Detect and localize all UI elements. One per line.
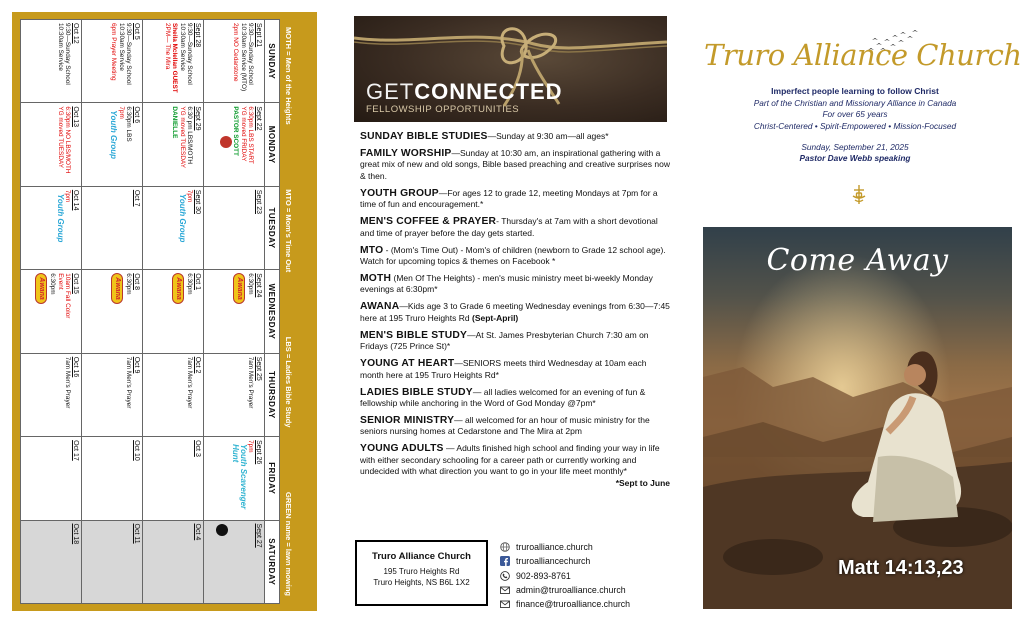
- calendar-table: [20, 19, 280, 604]
- cell-event: 9:30—Sunday School: [125, 23, 133, 85]
- cell-event: Event: [56, 273, 64, 290]
- cell-event: 7am Men's Prayer: [186, 356, 194, 409]
- cell-date: Oct 13: [72, 106, 79, 128]
- ministry-item: [360, 245, 670, 268]
- calendar-cell: [21, 270, 82, 353]
- banner-title: [366, 79, 563, 105]
- cell-date: Sept 22: [255, 106, 262, 131]
- calendar-cell: [204, 437, 265, 520]
- ministry-text: —Sunday at 9:30 am—all ages*: [487, 131, 609, 141]
- banner-connected: CONNECTED: [414, 79, 563, 104]
- calendar-week: [204, 20, 265, 604]
- cell-date: Oct 2: [194, 356, 201, 374]
- cell-event: 7pm: [117, 106, 125, 119]
- ministry-text: - Thursday's at 7am with a short devotional and time of prayer before the day gets started.: [360, 216, 658, 238]
- cell-date: Sept 25: [255, 356, 262, 381]
- contact-text: 902-893-8761: [516, 570, 571, 581]
- ministry-text: (Men Of The Heights) - men's music ministry meet bi-weekly Monday evenings at 6:30pm*: [360, 273, 653, 295]
- cell-event: 7pm: [186, 189, 194, 203]
- cell-date: Oct 7: [133, 189, 140, 207]
- church-values: Christ-Centered • Spirit-Empowered • Mission-Focused: [753, 120, 957, 131]
- contact-text: truroalliancechurch: [516, 556, 591, 567]
- calendar-cell: [21, 186, 82, 269]
- ministry-title: YOUTH GROUP: [360, 187, 439, 199]
- contact-facebook[interactable]: [500, 554, 680, 568]
- ministry-bold-tail: (Sept-April): [471, 312, 519, 323]
- cell-event: 6:30pm LBS START: [247, 106, 255, 164]
- contact-finance-email[interactable]: [500, 597, 680, 611]
- calendar-cell: [204, 270, 265, 353]
- legend-lbs: LBS = Ladies Bible Study: [284, 336, 294, 428]
- contact-admin-email[interactable]: [500, 583, 680, 597]
- calendar-cell: [143, 520, 204, 603]
- cell-event: 10:30am Service (MTO): [239, 23, 247, 92]
- phone-icon: [500, 571, 510, 581]
- email-icon: [500, 599, 510, 609]
- calendar-cell: [143, 270, 204, 353]
- apple-icon: [220, 136, 232, 148]
- cell-date: Oct 15: [72, 273, 79, 294]
- youth-group-logo: Youth Group: [177, 193, 187, 243]
- day-thursday: THURSDAY: [265, 353, 280, 436]
- facebook-icon: [500, 556, 510, 566]
- cell-event: 9:30—Sunday School: [186, 23, 194, 85]
- calendar-rotated: [21, 19, 298, 604]
- calendar-cell: [143, 353, 204, 436]
- cover-verse: Matt 14:13,23: [838, 557, 964, 579]
- address-line1: 195 Truro Heights Rd: [383, 567, 460, 576]
- calendar-header-row: [265, 20, 280, 604]
- ministry-text: - (Mom's Time Out) - Mom's of children (newborn to Grade 12 school age). Watch for upcoming topics & themes on Facebook *: [360, 244, 666, 267]
- ministry-item: [360, 301, 670, 324]
- ministry-item: [360, 443, 670, 489]
- cell-event: YG moved FRIDAY: [239, 106, 247, 162]
- calendar-cell: [82, 20, 143, 103]
- cell-event: 6:30 pm LBS/MOTH: [186, 106, 194, 164]
- calendar-cell: [21, 353, 82, 436]
- youth-group-logo: Youth Group: [55, 193, 65, 243]
- ministry-title: SENIOR MINISTRY: [360, 415, 455, 427]
- ministry-title: LADIES BIBLE STUDY: [360, 386, 473, 398]
- cell-event: 7am Men's Prayer: [247, 356, 255, 409]
- alliance-seal-icon: [850, 184, 868, 206]
- cell-event: 10am Fall Color: [64, 273, 72, 319]
- cell-date: Oct 11: [133, 523, 140, 544]
- cell-date: Oct 3: [194, 440, 201, 457]
- service-date: Sunday, September 21, 2025: [801, 141, 909, 152]
- ministry-item: [360, 273, 670, 296]
- cell-date: Oct 9: [133, 356, 140, 374]
- legend-mto: MTO = Mom's Time Out: [284, 189, 294, 273]
- ministry-item: [360, 415, 670, 438]
- ministry-text: — all ladies welcomed for an evening of fun & fellowship while anchoring in the Word of God Monday @7pm*: [360, 386, 646, 409]
- cell-event: 7pm: [64, 189, 72, 203]
- calendar-cell: [143, 20, 204, 103]
- cell-event: 10:30am Service: [117, 23, 125, 71]
- cell-date: Oct 18: [72, 523, 79, 545]
- banner-get: GET: [366, 79, 415, 104]
- cell-date: Sept 30: [194, 189, 201, 214]
- ministry-note: *Sept to June: [615, 477, 670, 488]
- ministry-text: — Adults finished high school and finding your way in life with either secondary schooling for a career path or currently working and undecided with what direction you want to go in your life meet monthly*: [360, 443, 660, 477]
- calendar-cell: [204, 520, 265, 603]
- cell-event: 2pm NO Cedarstone: [232, 23, 240, 82]
- cell-date: Oct 4: [194, 523, 201, 541]
- contact-text: finance@truroalliance.church: [516, 599, 631, 610]
- address-line2: Truro Heights, NS B6L 1X2: [373, 578, 470, 587]
- cell-date: Sept 23: [255, 189, 262, 214]
- calendar-cell: [204, 186, 265, 269]
- cell-date: Oct 6: [133, 106, 140, 124]
- calendar-cell: [204, 20, 265, 103]
- cell-date: Sept 24: [255, 273, 262, 298]
- ministry-item: [360, 131, 670, 142]
- cell-date: Oct 12: [72, 23, 79, 44]
- contact-website[interactable]: [500, 540, 680, 554]
- cell-event: 7am Men's Prayer: [64, 356, 72, 409]
- cell-date: Oct 16: [72, 356, 79, 378]
- ministry-item: [360, 387, 670, 410]
- awana-logo: Awana: [233, 273, 245, 304]
- film-icon: [216, 524, 228, 536]
- ministry-title: MEN'S COFFEE & PRAYER: [360, 216, 497, 228]
- ministry-item: [360, 358, 670, 381]
- cell-event: 7am Men's Prayer: [125, 356, 133, 409]
- calendar-cell: [204, 353, 265, 436]
- cell-event: 6:30pm: [49, 273, 57, 295]
- jesus-praying-image: [703, 227, 1012, 609]
- contact-phone[interactable]: [500, 569, 680, 583]
- banner-subtitle: FELLOWSHIP OPPORTUNITIES: [366, 104, 520, 115]
- scavenger-hunt-logo: Youth Scavenger Hunt: [230, 444, 248, 510]
- ministry-text: —For ages 12 to grade 12, meeting Mondays at 7pm for a time of fun and encouragement.*: [360, 187, 658, 210]
- contact-text: admin@truroalliance.church: [516, 585, 626, 596]
- ministry-item: [360, 148, 670, 182]
- ministry-item: [360, 330, 670, 353]
- ministry-title: YOUNG AT HEART: [360, 358, 455, 370]
- calendar-cell: [82, 437, 143, 520]
- cell-date: Sept 29: [194, 106, 201, 131]
- cell-date: Oct 8: [133, 273, 140, 290]
- calendar-cell: [204, 103, 265, 186]
- church-name-logo: Truro Alliance Church: [704, 38, 1022, 72]
- cell-event: 6:30pm: [247, 273, 255, 295]
- calendar-cell: [143, 437, 204, 520]
- cell-event: 6:30pm: [125, 273, 133, 295]
- ministry-item: [360, 216, 670, 239]
- cell-event: Sheila Mclellan GUEST: [171, 23, 179, 93]
- cell-event: DANIELLE: [171, 106, 179, 139]
- church-tagline: Imperfect people learning to follow Christ: [771, 86, 939, 96]
- youth-group-logo: Youth Group: [109, 110, 119, 160]
- calendar-cell: [21, 20, 82, 103]
- ministry-title: MTO: [360, 244, 384, 256]
- calendar-week: [21, 20, 82, 604]
- contact-list: [500, 540, 680, 611]
- calendar-cell: [82, 520, 143, 603]
- cell-date: Sept 26: [255, 440, 262, 465]
- calendar-cell: [143, 103, 204, 186]
- church-years: For over 65 years: [822, 109, 888, 120]
- legend-moth: MOTH = Men of the Heights: [284, 27, 294, 125]
- legend-green: GREEN name = lawn mowing: [284, 492, 294, 596]
- ministry-title: AWANA: [360, 301, 400, 313]
- calendar-legend: [280, 19, 298, 604]
- cover-title: Come Away: [766, 243, 949, 278]
- ministry-title: FAMILY WORSHIP: [360, 148, 452, 159]
- cell-event: PASTOR SCOTT: [232, 106, 240, 156]
- cell-date: Sept 27: [255, 523, 262, 548]
- calendar-cell: [143, 186, 204, 269]
- email-icon: [500, 585, 510, 595]
- calendar-cell: [82, 103, 143, 186]
- calendar-cell: [82, 186, 143, 269]
- get-connected-banner: [354, 16, 667, 122]
- day-saturday: SATURDAY: [265, 520, 280, 603]
- ministry-text: —SENIORS meets third Wednesday at 10am each month here at 195 Truro Heights Rd*: [360, 358, 647, 380]
- globe-icon: [500, 542, 510, 552]
- ministry-text: —Sunday at 10:30 am, an inspirational gathering with a great mix of new and old songs, Bible based preaching and creative surprises now & then.: [360, 148, 670, 181]
- ministry-text: —Kids age 3 to Grade 6 meeting Wednesday evenings from 6:30—7:45 here at 195 Truro Heights Rd: [360, 301, 670, 323]
- cell-event: 6pm Prayer Meeting: [110, 23, 118, 81]
- cell-date: Sept 21: [255, 23, 262, 48]
- contact-text: truroalliance.church: [516, 542, 593, 553]
- calendar-week: [82, 20, 143, 604]
- cell-event: 2PM— The Mira: [163, 23, 171, 70]
- calendar-week: [143, 20, 204, 604]
- church-affiliation: Part of the Christian and Missionary Alliance in Canada: [753, 98, 957, 109]
- address-box: [355, 540, 488, 606]
- cell-event: 10:30am Service: [178, 23, 186, 71]
- cell-date: Oct 5: [133, 23, 140, 40]
- day-monday: MONDAY: [265, 103, 280, 186]
- cell-date: Oct 17: [72, 440, 79, 461]
- calendar-panel: [12, 12, 317, 611]
- cell-date: Sept 28: [194, 23, 201, 48]
- pastor-speaking: Pastor Dave Webb speaking: [799, 153, 911, 164]
- cell-event: 9:30—Sunday School: [64, 23, 72, 85]
- calendar-cell: [82, 353, 143, 436]
- cell-event: 6:30pm: [186, 273, 194, 295]
- cell-event: YG moved TUESDAY: [56, 106, 64, 168]
- cell-event: 10:30am Service: [56, 23, 64, 71]
- cell-event: YG moved TUESDAY: [178, 106, 186, 168]
- cell-event: 9:30—Sunday School: [247, 23, 255, 85]
- cover-image: [703, 227, 1012, 609]
- ministry-title: MOTH: [360, 273, 392, 285]
- day-sunday: SUNDAY: [265, 20, 280, 103]
- day-wednesday: WEDNESDAY: [265, 270, 280, 353]
- calendar-cell: [21, 520, 82, 603]
- awana-logo: Awana: [172, 273, 184, 304]
- ministries-list: [360, 131, 670, 495]
- cell-date: Oct 1: [194, 273, 201, 290]
- cell-event: 6:30pm LBS: [125, 106, 133, 142]
- calendar-cell: [21, 103, 82, 186]
- cell-event: 6:30pm NO LBS/MOTH: [64, 106, 72, 174]
- cell-date: Oct 10: [133, 440, 140, 461]
- ministry-text: — all welcomed for an hour of music ministry for the seniors nursing homes at Cedarstone and The Mira at 2pm: [360, 415, 650, 437]
- ministry-title: SUNDAY BIBLE STUDIES: [360, 131, 488, 142]
- cell-date: Oct 14: [72, 189, 79, 211]
- awana-logo: Awana: [35, 273, 47, 304]
- ministry-text: —At St. James Presbyterian Church 7:30 am on Fridays (725 Prince St)*: [360, 329, 649, 352]
- cell-event: 7pm: [247, 440, 255, 453]
- day-tuesday: TUESDAY: [265, 186, 280, 269]
- calendar-cell: [82, 270, 143, 353]
- ministry-title: YOUNG ADULTS: [360, 443, 444, 455]
- calendar-cell: [21, 437, 82, 520]
- ministry-item: [360, 188, 670, 211]
- day-friday: FRIDAY: [265, 437, 280, 520]
- address-name: Truro Alliance Church: [372, 551, 471, 562]
- ministry-title: MEN'S BIBLE STUDY: [360, 329, 468, 341]
- awana-logo: Awana: [111, 273, 123, 304]
- church-info: [700, 86, 1010, 164]
